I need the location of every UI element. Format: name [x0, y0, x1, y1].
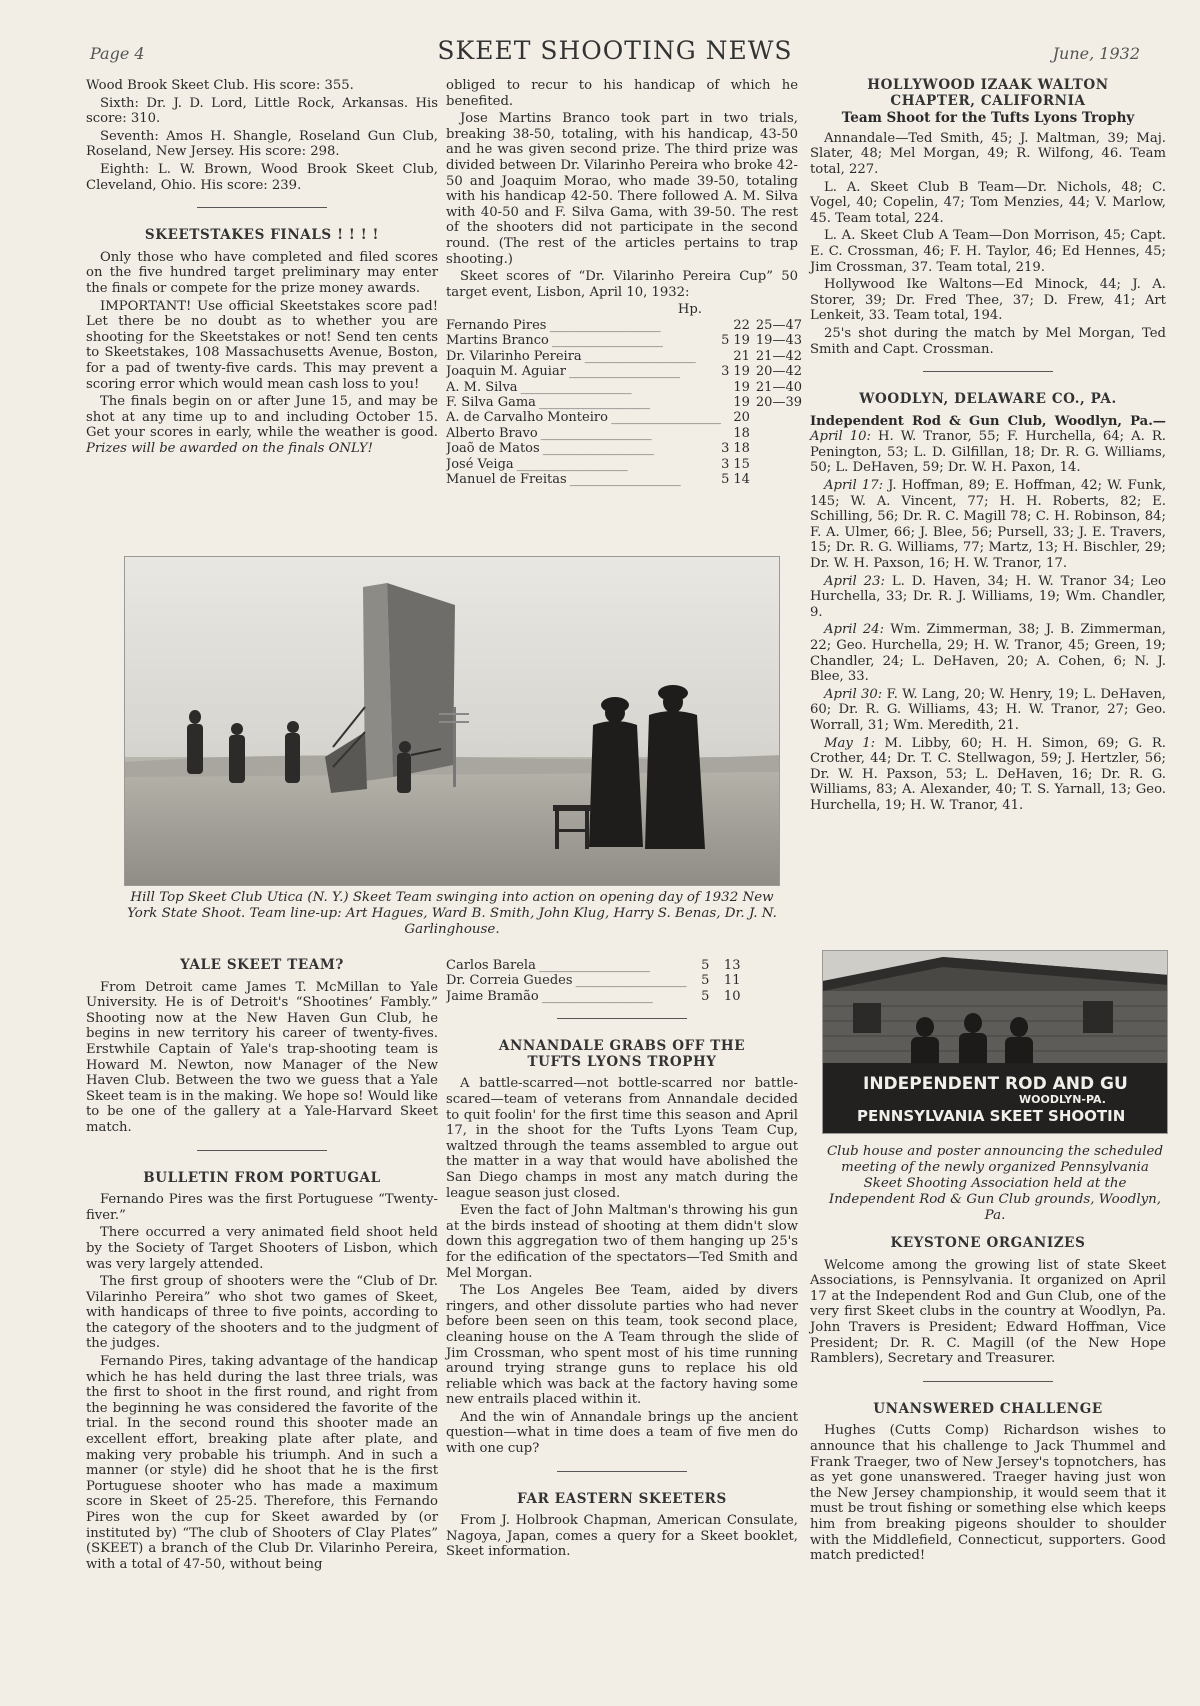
handicap: 3 [721, 456, 730, 472]
score-row [446, 989, 798, 1004]
score-row [446, 426, 802, 441]
handicap: 3 [721, 364, 730, 380]
annandale-p3: The Los Angeles Bee Team, aided by divers ringers, and other dissolute parties who had never before been seen on this team, took second place, cleaning house on the A Team through the slide of Jim Crossman, who spent most of his time running around trying strange guns to replace his old reliable which was back at the factory having some new entrails placed within it. [446, 1283, 798, 1408]
shooter-name: Dr. Vilarinho Pereira ____________________ [446, 348, 695, 364]
portugal-p1: Fernando Pires was the first Portuguese “Twenty-fiver.” [86, 1192, 438, 1223]
intro-line-4: Eighth: L. W. Brown, Wood Brook Skeet Club, Cleveland, Ohio. His score: 239. [86, 161, 438, 193]
handicap: 5 [701, 973, 710, 989]
shooter-name: Dr. Correia Guedes ____________________ [446, 973, 686, 989]
fareast-heading: FAR EASTERN SKEETERS [517, 1490, 727, 1507]
handicap [721, 318, 733, 333]
handicap [721, 395, 733, 410]
handicap: 5 [721, 471, 730, 487]
shooter-name: Joaquin M. Aguiar ____________________ [446, 364, 680, 380]
keystone-text: Welcome among the growing list of state Skeet Associations, is Pennsylvania. It organized on April 17 at the Independent Rod and Gun Club, one of the very first Skeet clubs in the country at Woodlyn, Pa. John Travers is President; Edward Hoffman, Vice President; Dr. R. C. Magill (of the New Hope Ramblers), Secretary and Treasurer. [810, 1257, 1166, 1367]
portugal-cont-p3: Skeet scores of “Dr. Vilarinho Pereira Cup” 50 target event, Lisbon, April 10, 1932: [446, 269, 798, 300]
divider [197, 1150, 327, 1151]
woodlyn-p2: April 17: J. Hoffman, 89; E. Hoffman, 42; W. Funk, 145; W. A. Vincent, 77; H. H. Roberts, 82; E. Schilling, 56; Dr. R. C. Magill 78; C. H. Robinson, 84; F. A. Ulmer, 66; J. Blee, 56; Pursell, 33; J. E. Travers, 15; Dr. R. G. Williams, 77; Martz, 13; H. Bischler, 29; Dr. W. H. Paxson, 16; H. W. Tranor, 17. [810, 478, 1167, 572]
masthead-title: SKEET SHOOTING NEWS [437, 36, 793, 65]
score: 18 [733, 425, 750, 441]
shooter-name: Jaime Bramão ____________________ [446, 988, 652, 1004]
shooter-name: Fernando Pires ____________________ [446, 317, 660, 333]
score: 22 [733, 317, 750, 333]
handicap: 5 [721, 333, 730, 349]
prizes-note: Prizes will be awarded on the finals ONLY! [86, 440, 373, 456]
hollywood-heading-line-2: CHAPTER, CALIFORNIA [890, 92, 1086, 109]
handicap: 3 [721, 441, 730, 457]
total: 19—43 [755, 333, 802, 349]
total [756, 472, 802, 487]
skeet-team-photo [124, 556, 780, 886]
total: 21—42 [755, 348, 802, 364]
annandale-p2: Even the fact of John Maltman's throwing his gun at the birds instead of shooting at them didn't slow down this aggregation two of them hanging up 25's for the edification of the spectators—Ted Smith and Mel Morgan. [446, 1203, 798, 1281]
shooter-name: Alberto Bravo ____________________ [446, 425, 651, 441]
hollywood-heading-line-1: HOLLYWOOD IZAAK WALTON [867, 77, 1109, 93]
photo-2-caption: Club house and poster announcing the scheduled meeting of the newly organized Pennsylvania Skeet Shooting Association held at the Independent Rod & Gun Club grounds, Woodlyn, Pa. [826, 1144, 1164, 1223]
score: 19 [733, 379, 750, 395]
woodlyn-p3: April 23: L. D. Haven, 34; H. W. Tranor 34; Leo Hurchella, 33; Dr. R. J. Williams, 19; Wm. Chandler, 9. [810, 573, 1166, 620]
annandale-heading: ANNANDALE GRABS OFF THE TUFTS LYONS TROPHY [498, 1038, 746, 1070]
photo-1-caption: Hill Top Skeet Club Utica (N. Y.) Skeet Team swinging into action on opening day of 1932 New York State Shoot. Team line-up: Art Hagues, Ward B. Smith, John Klug, Harry S. Benas, Dr. J. N. Garlinghouse. [127, 890, 777, 937]
column-3-top [810, 78, 1166, 816]
portugal-p2: There occurred a very animated field shoot held by the Society of Target Shooters of Lisbon, which was very largely attended. [86, 1225, 438, 1272]
annandale-p1: A battle-scarred—not bottle-scarred nor battle-scared—team of veterans from Annandale decided to quit foolin' for the first time this season and April 17, in the shoot for the Tufts Lyons Team Cup, waltzed through the teams assembled to argue out the matter in a way that would have abolished the San Diego champs in most any match during the league season just closed. [446, 1076, 798, 1201]
hollywood-p2: L. A. Skeet Club B Team—Dr. Nichols, 48; C. Vogel, 40; Copelin, 47; Tom Menzies, 44; V. Marlow, 45. Team total, 224. [810, 179, 1166, 226]
column-2-top [446, 78, 802, 487]
column-2-bottom [446, 958, 798, 1562]
hollywood-p5: 25's shot during the match by Mel Morgan, Ted Smith and Capt. Crossman. [810, 325, 1166, 357]
scores-table-continued [446, 958, 798, 1004]
woodlyn-p1: Independent Rod & Gun Club, Woodlyn, Pa.—April 10: H. W. Tranor, 55; F. Hurchella, 64; A. R. Penington, 53; L. D. Gilfillan, 18; Dr. R. G. Williams, 50; L. DeHaven, 59; Dr. W. H. Paxon, 14. [810, 413, 1166, 476]
intro-line-2: Sixth: Dr. J. D. Lord, Little Rock, Arkansas. His score: 310. [86, 95, 438, 127]
score-row [446, 333, 802, 348]
poster-text-2: WOODLYN-PA. [1019, 1093, 1106, 1106]
column-1-top [86, 78, 438, 458]
score-row [446, 457, 802, 472]
handicap [721, 380, 733, 395]
portugal-cont-p1: obliged to recur to his handicap of which he benefited. [446, 78, 798, 109]
unanswered-text: Hughes (Cutts Comp) Richardson wishes to announce that his challenge to Jack Thummel and Frank Traeger, two of New Jersey's topnotchers, has as yet gone unanswered. Traeger having just won the New Jersey championship, it would seem that it must be trout fishing or something else which keeps him from breaking pigeons shoulder to shoulder with the Middlefield, Connecticut, supporters. Good match predicted! [810, 1423, 1166, 1564]
score: 19 [733, 394, 750, 410]
handicap [721, 410, 733, 425]
portugal-heading: BULLETIN FROM PORTUGAL [143, 1169, 381, 1186]
clubhouse-photo [822, 950, 1168, 1134]
total: 21—40 [755, 379, 802, 395]
score: 20 [733, 410, 750, 426]
skeetstakes-p3: The finals begin on or after June 15, and may be shot at any time up to and including October 15. Get your scores in early, while the weather is good. Prizes will be awarded on the finals ONLY! [86, 394, 438, 456]
hp-label: Hp. [677, 302, 702, 318]
annandale-p4: And the win of Annandale brings up the ancient question—what in time does a team of five men do with one cup? [446, 1409, 798, 1457]
total: 25—47 [755, 317, 802, 333]
unanswered-heading: UNANSWERED CHALLENGE [873, 1400, 1103, 1417]
score: 10 [723, 988, 741, 1004]
skeet-field-image [125, 557, 780, 886]
shooter-name: Carlos Barela ____________________ [446, 958, 649, 973]
score: 13 [723, 958, 741, 973]
intro-line-1: Wood Brook Skeet Club. His score: 355. [86, 78, 354, 93]
score-row [446, 380, 802, 395]
yale-text: From Detroit came James T. McMillan to Yale University. He is of Detroit's “Shootines’ Fambly.” Shooting now at the New Haven Gun Club, he begins in new territory his career of twenty-fives. Erstwhile Captain of Yale's trap-shooting team is Howard M. Newton, now Manager of the New Haven Club. Between the two we guess that a Yale Skeet team is in the making. We hope so! Would like to be one of the gallery at a Yale-Harvard Skeet match. [86, 979, 438, 1135]
woodlyn-p5: April 30: F. W. Lang, 20; W. Henry, 19; L. DeHaven, 60; Dr. R. G. Williams, 43; H. W. Tranor, 27; Geo. Worrall, 31; Wm. Meredith, 21. [810, 686, 1167, 733]
page-header [90, 36, 1140, 70]
divider [557, 1018, 687, 1019]
yale-heading: YALE SKEET TEAM? [180, 957, 344, 973]
page-number: Page 4 [90, 44, 145, 63]
score: 15 [733, 456, 750, 472]
portugal-p3: The first group of shooters were the “Club of Dr. Vilarinho Pereira” who shot two games of Skeet, with handicaps of three to five points, according to the category of the shooters and to the judgment of the judges. [86, 1274, 438, 1352]
score: 18 [733, 441, 750, 457]
handicap: 5 [701, 988, 710, 1004]
hollywood-p4: Hollywood Ike Waltons—Ed Minock, 44; J. A. Storer, 39; Dr. Fred Thee, 37; D. Frew, 41; Art Lenkeit, 33. Team total, 194. [810, 277, 1166, 324]
divider [923, 371, 1053, 372]
total [756, 426, 802, 441]
issue-date: June, 1932 [1052, 44, 1140, 63]
divider [923, 1381, 1053, 1382]
score: 11 [723, 973, 741, 989]
total [746, 958, 798, 973]
column-1-bottom [86, 958, 438, 1574]
score-row [446, 441, 802, 456]
total [746, 989, 798, 1004]
total: 20—39 [755, 394, 802, 410]
fareast-text: From J. Holbrook Chapman, American Consulate, Nagoya, Japan, comes a query for a Skeet booklet, Skeet information. [446, 1513, 798, 1560]
score-row [446, 364, 802, 379]
portugal-cont-p2: Jose Martins Branco took part in two trials, breaking 38-50, totaling, with his handicap, 43-50 and he was given second prize. The third prize was divided between Dr. Vilarinho Pereira who broke 42-50 and Joaquim Morao, who made 39-50, totaling with his handicap 42-50. There followed A. M. Silva with 40-50 and F. Silva Gama, with 39-50. The rest of the shooters did not participate in the second round. (The rest of the articles pertains to trap shooting.) [446, 111, 798, 267]
total [756, 457, 802, 472]
score-row [446, 410, 802, 425]
clubhouse-image [823, 951, 1168, 1134]
handicap [721, 426, 733, 441]
divider [197, 207, 327, 208]
hollywood-p3: L. A. Skeet Club A Team—Don Morrison, 45; Capt. E. C. Crossman, 46; F. H. Taylor, 46; Ed Hennes, 45; Jim Crossman, 37. Team total, 219. [810, 228, 1166, 275]
skeetstakes-heading: SKEETSTAKES FINALS ! ! ! ! [144, 227, 380, 244]
score-row [446, 318, 802, 333]
total: 20—42 [755, 364, 802, 380]
shooter-name: A. de Carvalho Monteiro ____________________ [446, 410, 722, 426]
handicap [721, 349, 733, 364]
scores-table [446, 318, 802, 487]
woodlyn-p6: May 1: M. Libby, 60; H. H. Simon, 69; G. R. Crother, 44; Dr. T. C. Stellwagon, 59; J. Hertzler, 56; Dr. W. H. Paxson, 53; L. DeHaven, 16; Dr. R. G. Williams, 83; A. Alexander, 40; T. S. Yarnall, 13; Geo. Hurchella, 19; H. W. Tranor, 41. [810, 735, 1166, 813]
woodlyn-heading: WOODLYN, DELAWARE CO., PA. [859, 391, 1117, 408]
woodlyn-p4: April 24: Wm. Zimmerman, 38; J. B. Zimmerman, 22; Geo. Hurchella, 29; H. W. Tranor, 45; Green, 19; Chandler, 24; L. DeHaven, 20; A. Cohen, 6; N. J. Blee, 33. [810, 622, 1166, 685]
score-row [446, 349, 802, 364]
portugal-p4: Fernando Pires, taking advantage of the handicap which he has held during the last three trials, was the first to shoot in the first round, and right from the beginning he was considered the favorite of the trial. In the second round this shooter made an excellent effort, breaking plate after plate, and making very probable his triumph. And in such a manner (or style) did he shoot that he is the first Portuguese shooter who has made a maximum score in Skeet of 25-25. Therefore, this Fernando Pires won the cup for Skeet awarded by (or instituted by) “The club of Shooters of Clay Plates” (SKEET) a branch of the Club Dr. Vilarinho Pereira, with a total of 47-50, without being [86, 1354, 438, 1572]
skeetstakes-p1: Only those who have completed and filed scores on the five hundred target preliminary may enter the finals or compete for the prize money awards. [86, 249, 438, 296]
hollywood-heading [810, 78, 1166, 109]
handicap: 5 [701, 958, 710, 973]
score: 21 [733, 348, 750, 364]
divider [557, 1471, 687, 1472]
score: 19 [733, 333, 750, 349]
score-row [446, 958, 798, 973]
score: 19 [733, 364, 750, 380]
total [756, 410, 802, 425]
shooter-name: A. M. Silva ____________________ [446, 379, 631, 395]
shooter-name: Joaõ de Matos ____________________ [446, 441, 653, 457]
score-row [446, 973, 798, 988]
poster-text-3: PENNSYLVANIA SKEET SHOOTIN [857, 1107, 1126, 1125]
poster-text-1: INDEPENDENT ROD AND GU [863, 1074, 1128, 1094]
shooter-name: José Veiga ____________________ [446, 456, 627, 472]
score-row [446, 472, 802, 487]
score-row [446, 395, 802, 410]
score: 14 [733, 471, 750, 487]
hollywood-subheading: Team Shoot for the Tufts Lyons Trophy [841, 110, 1135, 127]
intro-line-3: Seventh: Amos H. Shangle, Roseland Gun Club, Roseland, New Jersey. His score: 298. [86, 128, 438, 160]
skeetstakes-p2: IMPORTANT! Use official Skeetstakes score pad! Let there be no doubt as to whether you are shooting for the Skeetstakes or not! Send ten cents to Skeetstakes, 108 Massachusetts Avenue, Boston, for a pad of twenty-five cards. This may prevent a scoring error which would mean cash loss to you! [86, 298, 438, 392]
shooter-name: Martins Branco ____________________ [446, 333, 662, 349]
total [746, 973, 798, 988]
hollywood-p1: Annandale—Ted Smith, 45; J. Maltman, 39; Maj. Slater, 48; Mel Morgan, 49; R. Wilfong, 46. Team total, 227. [810, 130, 1166, 177]
total [756, 441, 802, 456]
keystone-heading: KEYSTONE ORGANIZES [890, 1235, 1086, 1251]
shooter-name: Manuel de Freitas ____________________ [446, 471, 680, 487]
column-3-bottom [810, 1236, 1166, 1566]
shooter-name: F. Silva Gama ____________________ [446, 394, 650, 410]
